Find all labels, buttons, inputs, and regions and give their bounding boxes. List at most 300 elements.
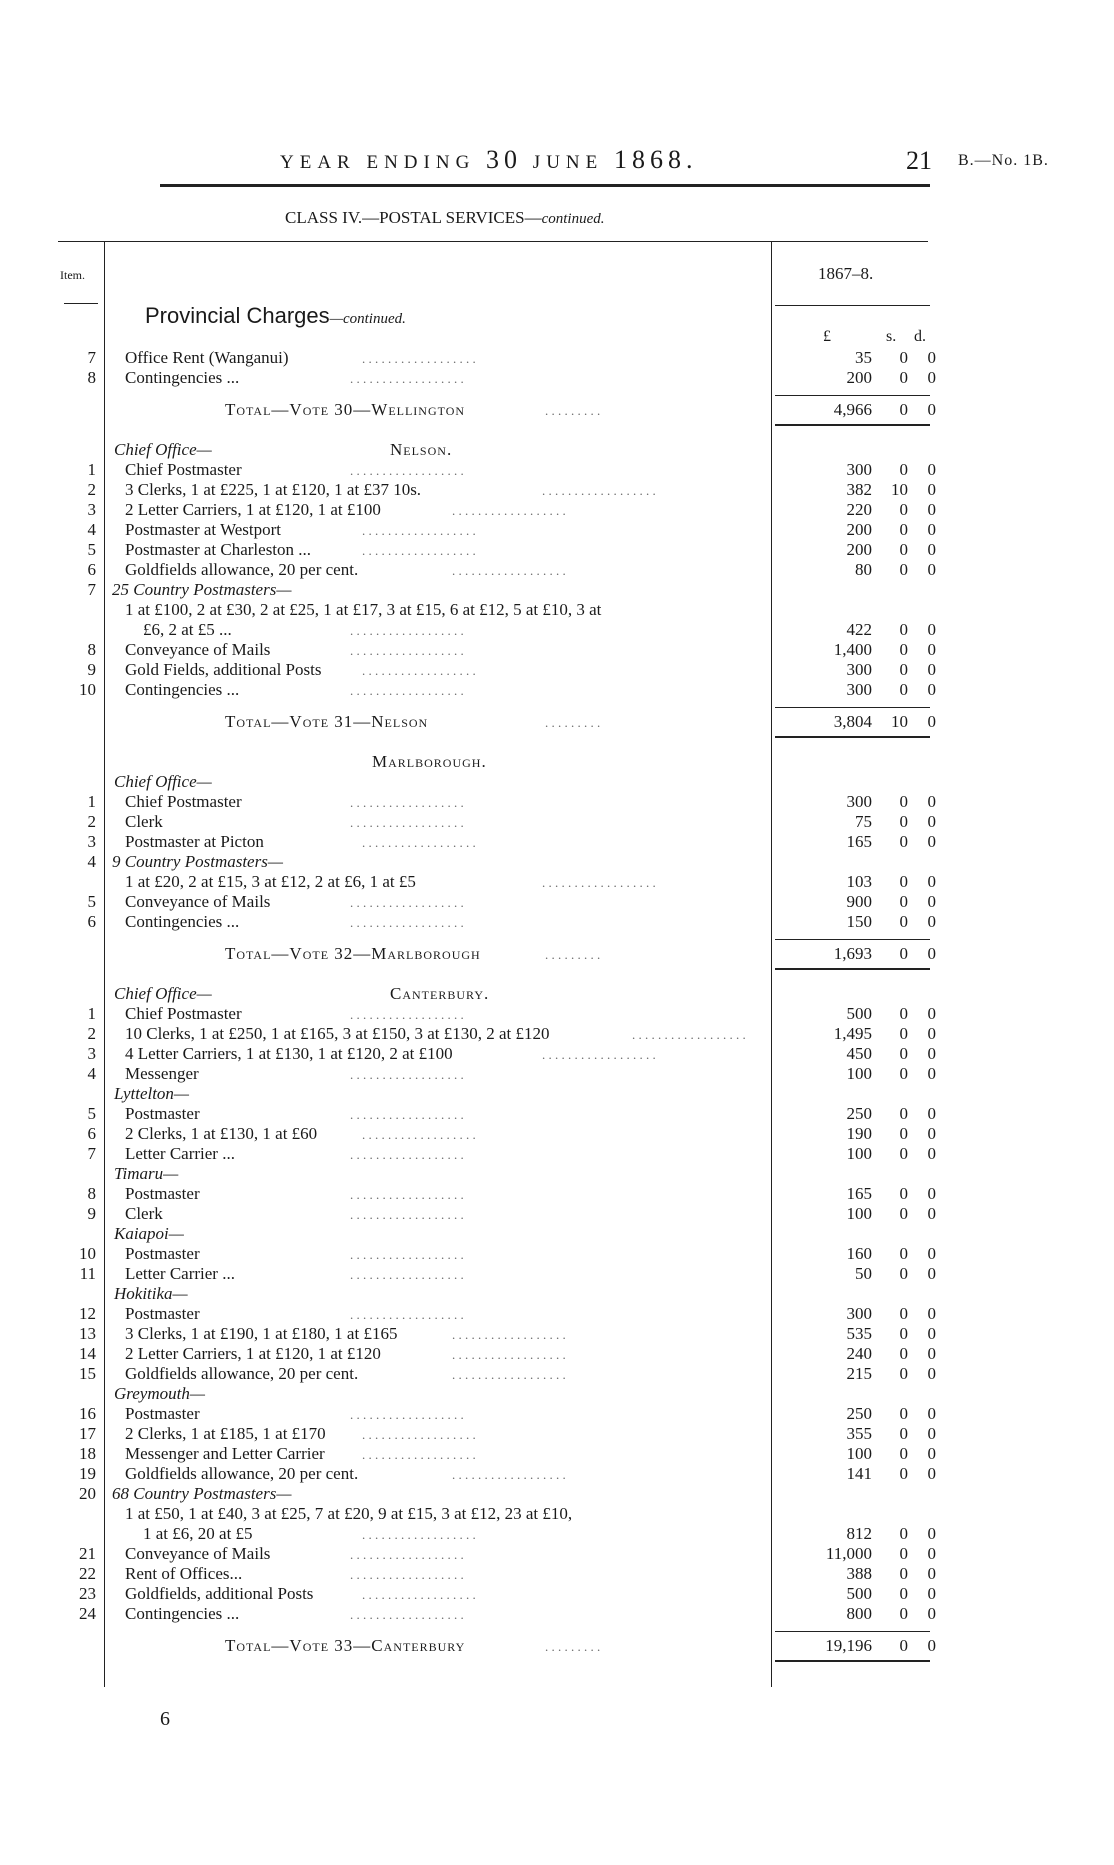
amount-shillings: 0 [899,1044,908,1063]
amount-pence: 0 [927,500,936,519]
item-number: 2 [87,812,96,831]
amount-pence: 0 [927,348,936,367]
amount-pounds: 165 [846,1184,872,1203]
item-number: 1 [87,792,96,811]
table-row [0,1544,1114,1564]
bill-reference: B.—No. 1B. [958,152,1049,169]
leader-dots: . . . . . . . . . . . . . . . . . . [452,563,566,578]
amount-shillings: 0 [899,640,908,659]
amount-shillings: 0 [899,1264,908,1283]
item-number: 11 [79,1264,96,1283]
total-label: Total—Vote 31—Nelson [225,712,429,731]
table-top-rule [58,241,928,242]
column-header-year: 1867–8. [818,264,874,283]
item-number: 6 [87,912,96,931]
leader-dots: . . . . . . . . . . . . . . . . . . [362,1127,476,1142]
amount-shillings: 0 [899,1204,908,1223]
amount-pounds: 388 [846,1564,872,1583]
item-number: 18 [79,1444,96,1463]
office-heading-row [0,1224,1114,1244]
total-shillings: 0 [899,1636,908,1655]
total-label: Total—Vote 32—Marlborough [225,944,481,963]
amount-shillings: 0 [899,1144,908,1163]
table-row [0,1204,1114,1224]
amount-shillings: 0 [899,1324,908,1343]
total-row [0,944,1114,964]
item-number: 2 [87,480,96,499]
leader-dots: . . . . . . . . . . . . . . . . . . [350,371,464,386]
table-row [0,1364,1114,1384]
total-top-rule [775,939,930,940]
amount-shillings: 0 [899,1184,908,1203]
total-pounds: 1,693 [833,944,872,963]
total-bottom-rule [775,968,930,970]
item-description: 10 Clerks, 1 at £250, 1 at £165, 3 at £150, 3 at £130, 2 at £120 [125,1024,550,1043]
total-pounds: 4,966 [833,400,872,419]
amount-pounds: 200 [846,520,872,539]
item-number: 1 [87,460,96,479]
item-number: 16 [79,1404,96,1423]
item-number: 13 [79,1324,96,1343]
item-description: 9 Country Postmasters— [112,852,283,871]
amount-shillings: 0 [899,1124,908,1143]
amount-shillings: 0 [899,520,908,539]
table-row [0,872,1114,892]
table-row [0,560,1114,580]
item-description: 4 Letter Carriers, 1 at £130, 1 at £120, 2 at £100 [125,1044,453,1063]
amount-shillings: 0 [899,1364,908,1383]
amount-pounds: 382 [846,480,872,499]
leader-dots: . . . . . . . . . . . . . . . . . . [350,1607,464,1622]
amount-pounds: 422 [846,620,872,639]
amount-shillings: 0 [899,560,908,579]
leader-dots: . . . . . . . . . . . . . . . . . . [350,1187,464,1202]
leader-dots: . . . . . . . . . . . . . . . . . . [452,1327,566,1342]
table-row [0,640,1114,660]
leader-dots: . . . . . . . . . . . . . . . . . . [350,683,464,698]
leader-dots: . . . . . . . . . [545,403,601,418]
amount-shillings: 0 [899,892,908,911]
item-number: 1 [87,1004,96,1023]
table-row [0,460,1114,480]
amount-pence: 0 [927,1264,936,1283]
table-row [0,660,1114,680]
amount-pence: 0 [927,1004,936,1023]
leader-dots: . . . . . . . . . . . . . . . . . . [350,1147,464,1162]
leader-dots: . . . . . . . . . . . . . . . . . . [632,1027,746,1042]
item-description: Goldfields allowance, 20 per cent. [125,560,359,579]
item-description: 1 at £100, 2 at £30, 2 at £25, 1 at £17, 3 at £15, 6 at £12, 5 at £10, 3 at [125,600,602,619]
amount-pence: 0 [927,640,936,659]
amount-pounds: 450 [846,1044,872,1063]
amount-pounds: 165 [846,832,872,851]
leader-dots: . . . . . . . . . . . . . . . . . . [350,815,464,830]
class-title-main: CLASS IV.—POSTAL SERVICES— [285,208,542,227]
item-description: Messenger and Letter Carrier [125,1444,325,1463]
header-day: 30 [486,145,523,174]
amount-shillings: 0 [899,792,908,811]
amount-pounds: 240 [846,1344,872,1363]
item-number: 15 [79,1364,96,1383]
amount-pounds: 80 [855,560,872,579]
header-year: 1868. [614,145,698,174]
leader-dots: . . . . . . . . . . . . . . . . . . [542,1047,656,1062]
header-month: JUNE [532,152,604,173]
item-number: 8 [87,368,96,387]
item-number: 8 [87,640,96,659]
item-description: 2 Letter Carriers, 1 at £120, 1 at £100 [125,500,381,519]
table-row [0,1144,1114,1164]
item-description: Conveyance of Mails [125,892,271,911]
leader-dots: . . . . . . . . . . . . . . . . . . [350,895,464,910]
leader-dots: . . . . . . . . . . . . . . . . . . [350,1247,464,1262]
amount-shillings: 0 [899,680,908,699]
amount-shillings: 0 [899,1604,908,1623]
leader-dots: . . . . . . . . . . . . . . . . . . [350,1007,464,1022]
amount-pence: 0 [927,1124,936,1143]
amount-pence: 0 [927,1424,936,1443]
item-description: Office Rent (Wanganui) [125,348,289,367]
item-description: Postmaster at Charleston ... [125,540,312,559]
office-heading-row [0,984,1114,1004]
amount-pence: 0 [927,540,936,559]
amount-pence: 0 [927,872,936,891]
amount-pence: 0 [927,480,936,499]
item-description: Letter Carrier ... [125,1144,235,1163]
table-row [0,1504,1114,1524]
item-description: 1 at £6, 20 at £5 [143,1524,253,1543]
amount-pounds: 250 [846,1404,872,1423]
leader-dots: . . . . . . . . . . . . . . . . . . [350,1107,464,1122]
leader-dots: . . . . . . . . . . . . . . . . . . [350,623,464,638]
table-row [0,1264,1114,1284]
amount-pence: 0 [927,520,936,539]
item-number: 6 [87,560,96,579]
item-description: Rent of Offices... [125,1564,243,1583]
district-heading-row [0,752,1114,772]
table-row [0,792,1114,812]
amount-pence: 0 [927,812,936,831]
table-row [0,680,1114,700]
amount-shillings: 0 [899,1564,908,1583]
amount-pounds: 800 [846,1604,872,1623]
amount-pence: 0 [927,1204,936,1223]
item-description: Postmaster [125,1184,200,1203]
leader-dots: . . . . . . . . . . . . . . . . . . [362,835,476,850]
district-name: Canterbury. [390,984,490,1003]
table-row [0,1344,1114,1364]
amount-pence: 0 [927,1144,936,1163]
amount-shillings: 0 [899,1004,908,1023]
amount-shillings: 10 [891,480,908,499]
amount-pounds: 103 [846,872,872,891]
item-number: 14 [79,1344,96,1363]
office-heading: Kaiapoi— [114,1224,184,1243]
item-number: 5 [87,540,96,559]
item-number: 9 [87,660,96,679]
amount-pence: 0 [927,1464,936,1483]
amount-pence: 0 [927,1364,936,1383]
table-row [0,1424,1114,1444]
amount-shillings: 0 [899,500,908,519]
table-row [0,500,1114,520]
item-description: Chief Postmaster [125,792,242,811]
amount-pence: 0 [927,1324,936,1343]
office-heading-row [0,440,1114,460]
table-row [0,348,1114,368]
amount-pounds: 100 [846,1064,872,1083]
item-description: Contingencies ... [125,912,240,931]
leader-dots: . . . . . . . . . . . . . . . . . . [350,1407,464,1422]
item-number: 7 [87,1144,96,1163]
leader-dots: . . . . . . . . . . . . . . . . . . [362,1427,476,1442]
amount-shillings: 0 [899,460,908,479]
amount-shillings: 0 [899,912,908,931]
header-rule [160,184,930,187]
district-name: Marlborough. [372,752,487,771]
amount-shillings: 0 [899,1244,908,1263]
page-number: 21 [906,146,932,175]
amount-shillings: 0 [899,1584,908,1603]
amount-pounds: 500 [846,1004,872,1023]
amount-pence: 0 [927,1304,936,1323]
office-heading: Lyttelton— [114,1084,190,1103]
leader-dots: . . . . . . . . . . . . . . . . . . [362,351,476,366]
column-header-item: Item. [60,268,85,282]
office-heading-row [0,1084,1114,1104]
header-words: YEAR ENDING [280,152,476,173]
total-pence: 0 [927,712,936,731]
amount-shillings: 0 [899,540,908,559]
amount-shillings: 0 [899,1524,908,1543]
leader-dots: . . . . . . . . . . . . . . . . . . [362,543,476,558]
item-description: Postmaster at Westport [125,520,282,539]
office-heading-row [0,772,1114,792]
leader-dots: . . . . . . . . . . . . . . . . . . [362,1527,476,1542]
item-number: 10 [79,1244,96,1263]
total-shillings: 0 [899,400,908,419]
table-row [0,1044,1114,1064]
section-title-suffix: —continued. [329,311,406,327]
amount-pounds: 300 [846,660,872,679]
office-heading-row [0,1284,1114,1304]
table-row [0,852,1114,872]
office-heading-row [0,1164,1114,1184]
item-number: 8 [87,1184,96,1203]
item-description: £6, 2 at £5 ... [143,620,232,639]
item-number: 21 [79,1544,96,1563]
amount-pence: 0 [927,892,936,911]
year-header-rule [775,305,930,306]
item-description: 25 Country Postmasters— [112,580,292,599]
amount-pounds: 300 [846,1304,872,1323]
leader-dots: . . . . . . . . . . . . . . . . . . [542,875,656,890]
item-header-rule [64,303,98,304]
leader-dots: . . . . . . . . . . . . . . . . . . [452,1467,566,1482]
table-row [0,600,1114,620]
amount-pounds: 1,495 [833,1024,872,1043]
amount-shillings: 0 [899,872,908,891]
total-shillings: 10 [891,712,908,731]
amount-pence: 0 [927,1404,936,1423]
district-name: Nelson. [390,440,453,459]
table-row [0,1404,1114,1424]
total-label: Total—Vote 33—Canterbury [225,1636,466,1655]
total-pounds: 3,804 [833,712,872,731]
leader-dots: . . . . . . . . . . . . . . . . . . [350,1067,464,1082]
item-description: Conveyance of Mails [125,640,271,659]
amount-pounds: 535 [846,1324,872,1343]
total-pence: 0 [927,1636,936,1655]
amount-pounds: 220 [846,500,872,519]
amount-pence: 0 [927,912,936,931]
item-description: Clerk [125,1204,163,1223]
leader-dots: . . . . . . . . . [545,947,601,962]
item-number: 4 [87,520,96,539]
amount-shillings: 0 [899,1464,908,1483]
item-number: 4 [87,1064,96,1083]
class-title [285,208,604,228]
item-number: 6 [87,1124,96,1143]
amount-pounds: 150 [846,912,872,931]
item-description: Gold Fields, additional Posts [125,660,322,679]
item-description: 1 at £50, 1 at £40, 3 at £25, 7 at £20, 9 at £15, 3 at £12, 23 at £10, [125,1504,573,1523]
leader-dots: . . . . . . . . . . . . . . . . . . [362,663,476,678]
item-description: Goldfields, additional Posts [125,1584,314,1603]
amount-pence: 0 [927,1244,936,1263]
table-row [0,1244,1114,1264]
leader-dots: . . . . . . . . . . . . . . . . . . [362,523,476,538]
leader-dots: . . . . . . . . . . . . . . . . . . [350,1207,464,1222]
item-description: Clerk [125,812,163,831]
amount-pounds: 300 [846,460,872,479]
amount-shillings: 0 [899,660,908,679]
table-row [0,1324,1114,1344]
item-description: Contingencies ... [125,1604,240,1623]
office-heading: Chief Office— [114,984,212,1003]
item-number: 7 [87,348,96,367]
item-description: 3 Clerks, 1 at £225, 1 at £120, 1 at £37 10s. [125,480,422,499]
item-number: 12 [79,1304,96,1323]
table-row [0,832,1114,852]
leader-dots: . . . . . . . . . . . . . . . . . . [362,1447,476,1462]
amount-shillings: 0 [899,620,908,639]
amount-pounds: 100 [846,1144,872,1163]
amount-shillings: 0 [899,812,908,831]
item-description: Goldfields allowance, 20 per cent. [125,1464,359,1483]
total-row [0,400,1114,420]
item-description: 3 Clerks, 1 at £190, 1 at £180, 1 at £165 [125,1324,398,1343]
amount-pounds: 812 [846,1524,872,1543]
office-heading: Chief Office— [114,772,212,791]
leader-dots: . . . . . . . . . . . . . . . . . . [362,1587,476,1602]
item-number: 2 [87,1024,96,1043]
leader-dots: . . . . . . . . . . . . . . . . . . [350,1567,464,1582]
amount-pounds: 35 [855,348,872,367]
amount-pounds: 100 [846,1204,872,1223]
total-top-rule [775,707,930,708]
amount-pounds: 11,000 [825,1544,872,1563]
table-row [0,1124,1114,1144]
table-row [0,1184,1114,1204]
item-description: Messenger [125,1064,199,1083]
amount-shillings: 0 [899,1544,908,1563]
amount-pence: 0 [927,1104,936,1123]
amount-shillings: 0 [899,1344,908,1363]
amount-shillings: 0 [899,1024,908,1043]
amount-pounds: 1,400 [833,640,872,659]
leader-dots: . . . . . . . . . . . . . . . . . . [452,503,566,518]
amount-pence: 0 [927,1584,936,1603]
amount-pence: 0 [927,1604,936,1623]
item-number: 9 [87,1204,96,1223]
item-description: 2 Clerks, 1 at £185, 1 at £170 [125,1424,326,1443]
item-number: 20 [79,1484,96,1503]
item-number: 17 [79,1424,96,1443]
amount-pence: 0 [927,660,936,679]
leader-dots: . . . . . . . . . . . . . . . . . . [350,795,464,810]
table-row [0,368,1114,388]
item-description: Postmaster [125,1404,200,1423]
amount-shillings: 0 [899,368,908,387]
amount-pounds: 355 [846,1424,872,1443]
amount-pence: 0 [927,620,936,639]
item-description: Postmaster [125,1304,200,1323]
total-row [0,712,1114,732]
leader-dots: . . . . . . . . . . . . . . . . . . [350,1547,464,1562]
amount-pence: 0 [927,1564,936,1583]
leader-dots: . . . . . . . . . . . . . . . . . . [350,643,464,658]
item-description: Chief Postmaster [125,1004,242,1023]
table-row [0,1484,1114,1504]
amount-pounds: 500 [846,1584,872,1603]
table-row [0,892,1114,912]
amount-pence: 0 [927,368,936,387]
item-number: 5 [87,1104,96,1123]
amount-shillings: 0 [899,1104,908,1123]
leader-dots: . . . . . . . . . [545,715,601,730]
table-row [0,580,1114,600]
section-title-main: Provincial Charges [145,303,330,328]
amount-shillings: 0 [899,1064,908,1083]
item-description: Chief Postmaster [125,460,242,479]
amount-pence: 0 [927,1024,936,1043]
amount-pounds: 300 [846,680,872,699]
currency-shillings: s. [886,328,897,345]
page-header-title [280,145,698,175]
item-number: 10 [79,680,96,699]
item-number: 3 [87,500,96,519]
table-row [0,1464,1114,1484]
item-description: Postmaster at Picton [125,832,264,851]
section-title [145,303,406,329]
amount-pounds: 141 [846,1464,872,1483]
table-row [0,1024,1114,1044]
class-title-suffix: continued. [541,211,605,227]
amount-pounds: 900 [846,892,872,911]
office-heading: Greymouth— [114,1384,205,1403]
amount-shillings: 0 [899,1404,908,1423]
table-row [0,1604,1114,1624]
amount-pounds: 250 [846,1104,872,1123]
leader-dots: . . . . . . . . . . . . . . . . . . [542,483,656,498]
amount-pence: 0 [927,1544,936,1563]
table-row [0,912,1114,932]
item-number: 7 [87,580,96,599]
item-description: Contingencies ... [125,368,240,387]
table-row [0,1064,1114,1084]
total-row [0,1636,1114,1656]
